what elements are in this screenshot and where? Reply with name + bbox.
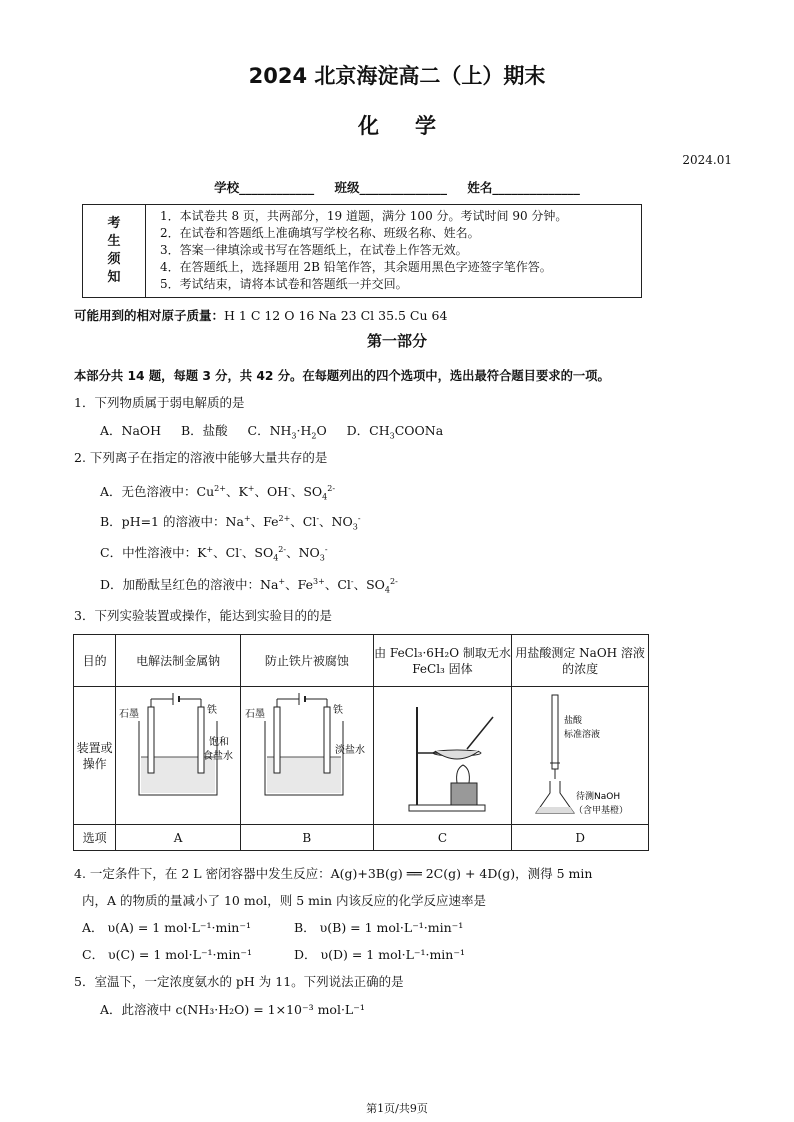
exam-date: 2024.01 bbox=[682, 153, 732, 167]
notice-item: 1．本试卷共 8 页，共两部分，19 道题，满分 100 分。考试时间 90 分钟。 bbox=[160, 209, 568, 223]
question-4-option-c: C． υ(C) = 1 mol·L⁻¹·min⁻¹ bbox=[82, 947, 253, 962]
question-4-stem-cont: 内，A 的物质的量减小了 10 mol，则 5 min 内该反应的化学反应速率是 bbox=[82, 893, 487, 908]
apparatus-c bbox=[373, 687, 512, 825]
question-5-stem: 5．室温下，一定浓度氨水的 pH 为 11。下列说法正确的是 bbox=[74, 974, 404, 989]
svg-text:待测NaOH: 待测NaOH bbox=[576, 792, 621, 802]
table-row bbox=[74, 687, 649, 825]
subject-title: 化学 bbox=[358, 114, 472, 138]
experiment-table bbox=[73, 634, 649, 851]
purpose-b: 防止铁片被腐蚀 bbox=[241, 635, 374, 687]
option-a: A．NaOH bbox=[100, 423, 162, 438]
exam-notice-box bbox=[82, 204, 642, 298]
part-title: 第一部分 bbox=[366, 332, 427, 350]
electrolysis-cell-b-diagram bbox=[243, 687, 371, 821]
svg-text:铁: 铁 bbox=[207, 705, 218, 716]
purpose-d: 用盐酸测定 NaOH 溶液的浓度 bbox=[512, 635, 649, 687]
question-4-option-b: B． υ(B) = 1 mol·L⁻¹·min⁻¹ bbox=[294, 920, 464, 935]
notice-item: 2．在试卷和答题纸上准确填写学校名称、班级名称、姓名。 bbox=[160, 226, 480, 240]
notice-item: 3．答案一律填涂或书写在答题纸上，在试卷上作答无效。 bbox=[160, 243, 468, 257]
section-instructions: 本部分共 14 题，每题 3 分，共 42 分。在每题列出的四个选项中，选出最符合题目要求的一项。 bbox=[74, 369, 610, 383]
option-d: D．$CH_3COONa$ bbox=[346, 423, 444, 441]
row-header-purpose: 目的 bbox=[74, 635, 116, 687]
svg-text:（含甲基橙）: （含甲基橙） bbox=[574, 806, 629, 816]
page-title: 2024 北京海淀高二（上）期末 bbox=[248, 64, 546, 88]
notice-heading: 考 生 须 知 bbox=[83, 205, 146, 297]
row-header-option: 选项 bbox=[74, 825, 116, 851]
question-2-option-c: C．中性溶液中：K+、Cl-、$SO_4^{2-}$、$NO_3^-$ bbox=[100, 544, 328, 563]
svg-text:标准溶液: 标准溶液 bbox=[564, 730, 601, 740]
svg-text:饱和: 饱和 bbox=[209, 737, 230, 748]
svg-text:石墨: 石墨 bbox=[244, 709, 265, 720]
option-label: C bbox=[373, 825, 512, 851]
svg-text:淡盐水: 淡盐水 bbox=[334, 745, 365, 756]
class-field: 班级______________ bbox=[334, 180, 447, 195]
table-row bbox=[74, 825, 649, 851]
atomic-masses bbox=[74, 306, 447, 324]
svg-text:石墨: 石墨 bbox=[119, 709, 140, 720]
question-1-options bbox=[100, 421, 443, 439]
purpose-a: 电解法制金属钠 bbox=[116, 635, 241, 687]
notice-list bbox=[146, 205, 567, 297]
svg-text:铁: 铁 bbox=[332, 705, 343, 716]
atomic-masses-values: H 1 C 12 O 16 Na 23 Cl 35.5 Cu 64 bbox=[224, 308, 448, 323]
question-3-stem: 3．下列实验装置或操作，能达到实验目的的是 bbox=[74, 608, 332, 623]
question-1-stem: 1．下列物质属于弱电解质的是 bbox=[74, 395, 245, 410]
question-2-option-a: A．无色溶液中：$Cu^{2+}$、K+、OH-、$SO_4^{2-}$ bbox=[100, 483, 336, 502]
question-2-option-d: D．加酚酞呈红色的溶液中：Na+、$Fe^{3+}$、Cl-、$SO_4^{2-}$ bbox=[100, 576, 398, 595]
row-header-apparatus: 装置或操作 bbox=[74, 687, 116, 825]
apparatus-d bbox=[512, 687, 649, 825]
school-field: 学校____________ bbox=[214, 180, 315, 195]
question-5-option-a: A．此溶液中 c(NH₃·H₂O) = 1×10⁻³ mol·L⁻¹ bbox=[100, 1002, 365, 1017]
table-row bbox=[74, 635, 649, 687]
student-info-fields bbox=[0, 178, 794, 196]
notice-item: 4．在答题纸上，选择题用 2B 铅笔作答，其余题用黑色字迹签字笔作答。 bbox=[160, 260, 552, 274]
option-label: D bbox=[512, 825, 649, 851]
evaporation-setup-diagram bbox=[375, 687, 509, 821]
option-label: B bbox=[241, 825, 374, 851]
name-field: 姓名______________ bbox=[467, 180, 580, 195]
apparatus-b bbox=[241, 687, 374, 825]
option-label: A bbox=[116, 825, 241, 851]
svg-text:食盐水: 食盐水 bbox=[203, 751, 234, 762]
option-b: B．盐酸 bbox=[180, 423, 228, 438]
question-4-option-a: A． υ(A) = 1 mol·L⁻¹·min⁻¹ bbox=[82, 920, 251, 935]
atomic-masses-label: 可能用到的相对原子质量： bbox=[74, 308, 225, 323]
apparatus-a bbox=[116, 687, 241, 825]
question-2-option-b: B．pH=1 的溶液中：Na+、$Fe^{2+}$、Cl-、$NO_3^-$ bbox=[100, 513, 361, 532]
question-4-option-d: D． υ(D) = 1 mol·L⁻¹·min⁻¹ bbox=[294, 947, 465, 962]
purpose-c: 由 FeCl₃·6H₂O 制取无水 FeCl₃ 固体 bbox=[373, 635, 512, 687]
option-c: C．$NH_3\cdot H_2O$ bbox=[247, 423, 327, 441]
titration-setup-diagram bbox=[514, 687, 646, 821]
electrolysis-cell-a-diagram bbox=[117, 687, 239, 821]
svg-text:盐酸: 盐酸 bbox=[564, 716, 583, 726]
question-4-stem: 4. 一定条件下，在 2 L 密闭容器中发生反应：A(g)+3B(g) ══ 2C(g) + 4D(g)，测得 5 min bbox=[74, 866, 593, 881]
page-footer: 第1页/共9页 bbox=[366, 1102, 428, 1115]
notice-item: 5．考试结束，请将本试卷和答题纸一并交回。 bbox=[160, 277, 408, 291]
question-2-stem: 2. 下列离子在指定的溶液中能够大量共存的是 bbox=[74, 450, 328, 465]
